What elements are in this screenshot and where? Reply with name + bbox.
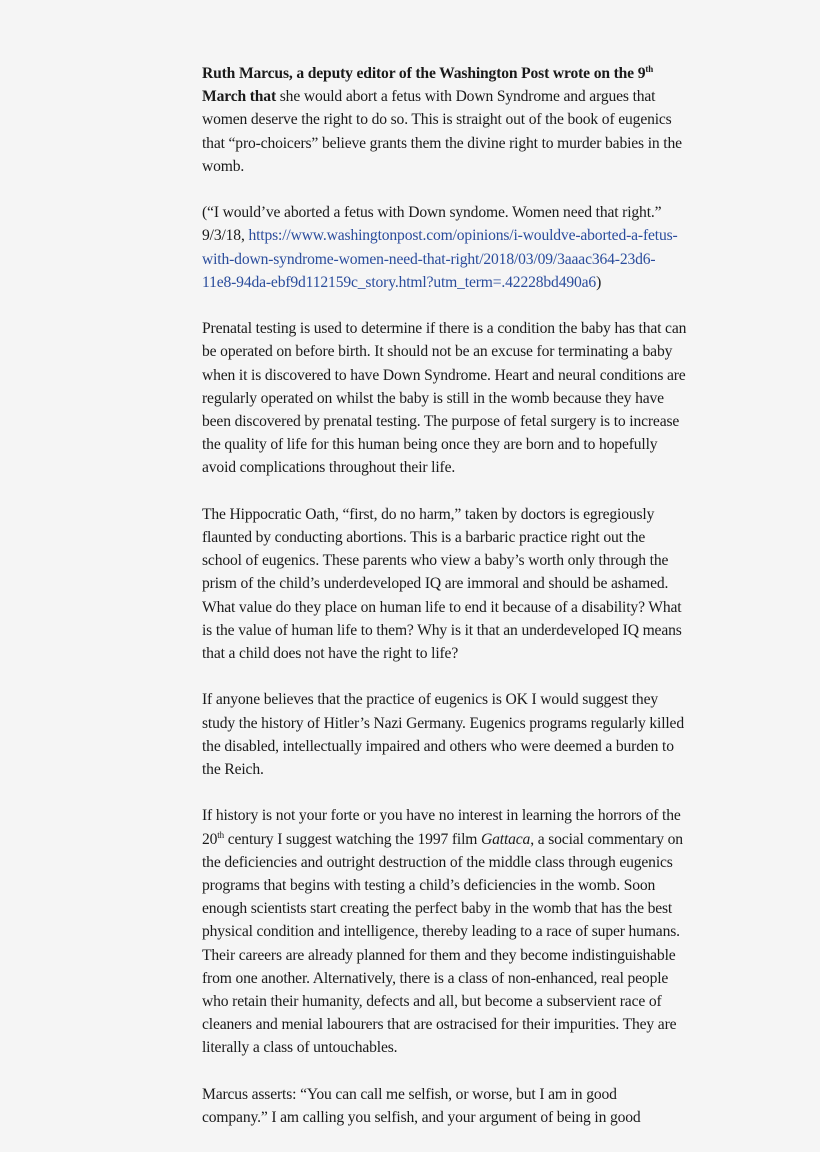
text-line — [202, 271, 622, 294]
text-line: What value do they place on human life to end it because of a disability? What — [202, 598, 682, 616]
text-line: Marcus asserts: “You can call me selfish, or worse, but I am in good — [202, 1085, 617, 1103]
text-line: that “pro-choicers” believe grants them the divine right to murder babies in the — [202, 134, 682, 152]
citation-date: 9/3/18, — [202, 227, 249, 245]
text-run: she would abort a fetus with Down Syndrome and argues that — [276, 88, 656, 106]
text-line: school of eugenics. These parents who view a baby’s worth only through the — [202, 552, 669, 570]
text-line: prism of the child’s underdeveloped IQ are immoral and should be ashamed. — [202, 575, 669, 593]
text-line: If anyone believes that the practice of eugenics is OK I would suggest they — [202, 691, 658, 709]
ordinal-superscript: th — [645, 64, 654, 74]
text-line: the disabled, intellectually impaired and others who were deemed a burden to — [202, 737, 674, 755]
text-line: The Hippocratic Oath, “first, do no harm,” taken by doctors is egregiously — [202, 505, 655, 523]
document-body — [202, 62, 687, 1152]
text-line: womb. — [202, 157, 245, 175]
paragraph-intro — [202, 62, 682, 178]
text-line: the quality of life for this human being once they are born and to hopefully — [202, 436, 658, 454]
text-line: the deficiencies and outright destruction of the middle class through eugenics — [202, 853, 673, 871]
text-line: regularly operated on whilst the baby is still in the womb because they have — [202, 389, 664, 407]
text-line: (“I would’ve aborted a fetus with Down syndome. Women need that right.” — [202, 204, 662, 222]
ordinal-superscript: th — [217, 829, 224, 840]
text-line: flaunted by conducting abortions. This is a barbaric practice right out the — [202, 529, 646, 547]
bold-text: Ruth Marcus, a deputy editor of the Washington Post wrote on the 9 — [202, 65, 646, 82]
text-run: , a social commentary on — [530, 830, 683, 848]
text-line: is the value of human life to them? Why is it that an underdeveloped IQ means — [202, 621, 682, 639]
text-line: If history is not your forte or you have no interest in learning the horrors of the — [202, 807, 681, 825]
paragraph-marcus-asserts — [202, 1083, 641, 1129]
text-line: that a child does not have the right to life? — [202, 645, 459, 663]
text-line: be operated on before birth. It should not be an excuse for terminating a baby — [202, 343, 673, 361]
text-line: enough scientists start creating the perfect baby in the womb that has the best — [202, 900, 673, 918]
bold-text: March that — [202, 88, 277, 106]
closing-paren: ) — [596, 273, 602, 291]
text-line — [202, 224, 678, 247]
text-line: avoid complications throughout their life. — [202, 459, 456, 477]
text-line: when it is discovered to have Down Syndrome. Heart and neural conditions are — [202, 366, 686, 384]
source-link[interactable]: https://www.washingtonpost.com/opinions/i-wouldve-aborted-a-fetus- — [248, 227, 678, 245]
text-line — [202, 62, 654, 85]
text-line — [202, 248, 656, 271]
text-line: women deserve the right to do so. This is straight out of the book of eugenics — [202, 111, 672, 129]
text-line: company.” I am calling you selfish, and your argument of being in good — [202, 1109, 641, 1127]
text-line — [202, 828, 683, 851]
text-line: cleaners and menial labourers that are ostracised for their impurities. They are — [202, 1016, 677, 1034]
paragraph-hippocratic — [202, 503, 682, 665]
source-link[interactable]: 11e8-94da-ebf9d112159c_story.html?utm_term=.42228bd490a6 — [202, 273, 597, 291]
film-title: Gattaca — [481, 830, 531, 848]
paragraph-gattaca — [202, 804, 683, 1059]
source-link[interactable]: with-down-syndrome-women-need-that-right/2018/03/09/3aaac364-23d6- — [202, 250, 656, 268]
text-line: Prenatal testing is used to determine if there is a condition the baby has that can — [202, 320, 687, 338]
paragraph-prenatal — [202, 317, 687, 479]
text-line: study the history of Hitler’s Nazi Germany. Eugenics programs regularly killed — [202, 714, 684, 732]
text-line: from one another. Alternatively, there is a class of non-enhanced, real people — [202, 969, 669, 987]
text-line — [202, 85, 656, 108]
text-line: programs that begins with testing a child’s deficiencies in the womb. Soon — [202, 877, 656, 895]
text-line: literally a class of untouchables. — [202, 1039, 398, 1057]
text-run: century I suggest watching the 1997 film — [224, 830, 482, 848]
text-line: been discovered by prenatal testing. The purpose of fetal surgery is to increase — [202, 413, 680, 431]
text-line: who retain their humanity, defects and all, but become a subservient race of — [202, 993, 662, 1011]
paragraph-citation — [202, 201, 678, 294]
text-line: physical condition and intelligence, thereby leading to a race of super humans. — [202, 923, 680, 941]
paragraph-history — [202, 688, 684, 781]
text-line: Their careers are already planned for them and they become indistinguishable — [202, 946, 676, 964]
text-line: the Reich. — [202, 761, 264, 779]
text-run: 20 — [202, 830, 218, 848]
